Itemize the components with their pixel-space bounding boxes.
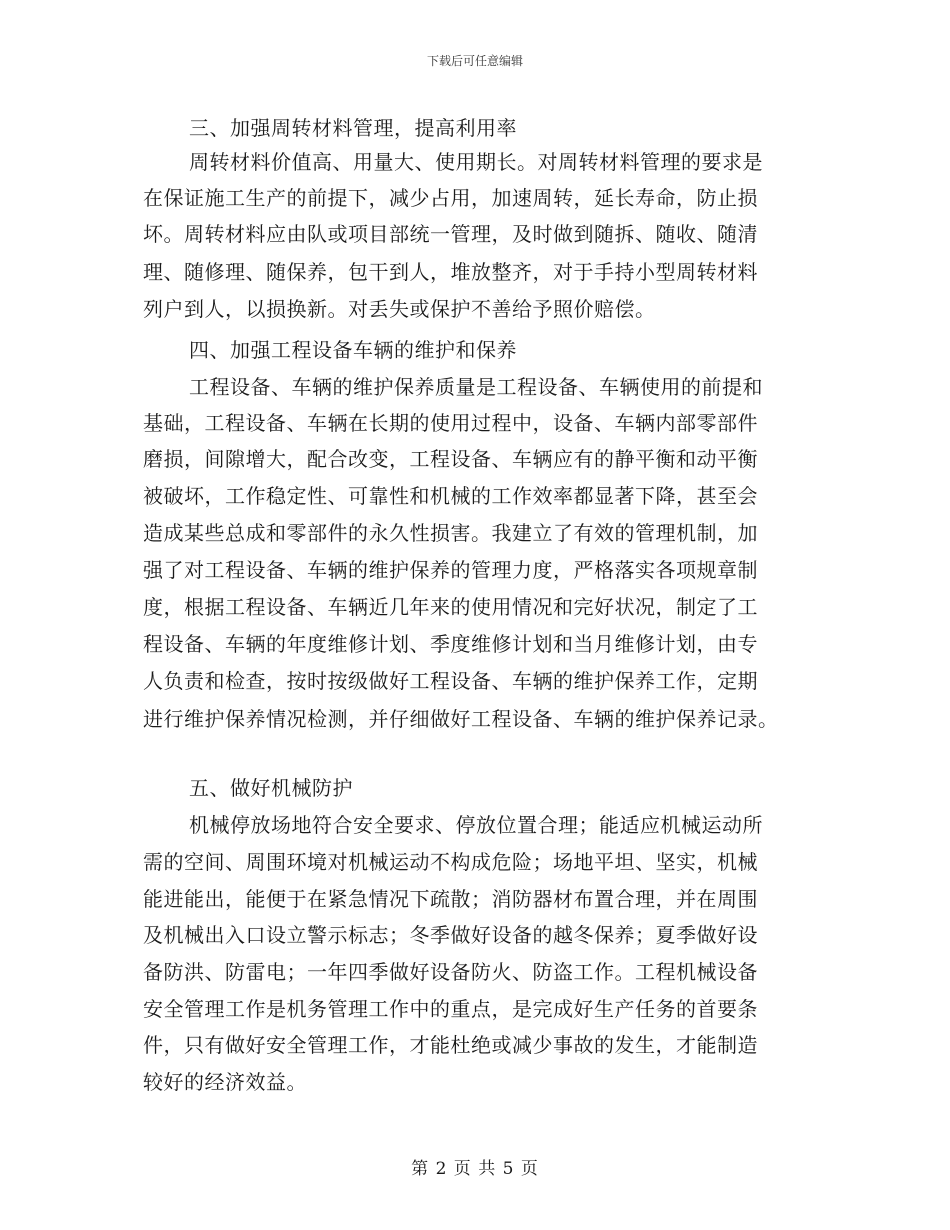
paragraph-line: 基础，工程设备、车辆在长期的使用过程中，设备、车辆内部零部件 <box>143 411 758 435</box>
paragraph-line: 机械停放场地符合安全要求、停放位置合理；能适应机械运动所 <box>189 813 763 837</box>
paragraph-line: 程设备、车辆的年度维修计划、季度维修计划和当月维修计划，由专 <box>143 632 758 656</box>
paragraph-line: 件，只有做好安全管理工作，才能杜绝或减少事故的发生，才能制造 <box>143 1033 758 1057</box>
section-title: 五、做好机械防护 <box>189 776 353 800</box>
paragraph-line: 需的空间、周围环境对机械运动不构成危险；场地平坦、坚实，机械 <box>143 850 758 874</box>
paragraph-line: 周转材料价值高、用量大、使用期长。对周转材料管理的要求是 <box>189 150 763 174</box>
paragraph-line: 造成某些总成和零部件的永久性损害。我建立了有效的管理机制，加 <box>143 521 758 545</box>
paragraph-line: 度，根据工程设备、车辆近几年来的使用情况和完好状况，制定了工 <box>143 595 758 619</box>
page-number: 第 2 页 共 5 页 <box>411 1159 539 1179</box>
section-title: 四、加强工程设备车辆的维护和保养 <box>189 338 517 362</box>
paragraph-line: 安全管理工作是机务管理工作中的重点，是完成好生产任务的首要条 <box>143 997 758 1021</box>
paragraph-line: 人负责和检查，按时按级做好工程设备、车辆的维护保养工作，定期 <box>143 669 758 693</box>
paragraph-line: 进行维护保养情况检测，并仔细做好工程设备、车辆的维护保养记录。 <box>143 707 779 731</box>
page-header: 下载后可任意编辑 <box>426 54 523 68</box>
paragraph-line: 备防洪、防雷电；一年四季做好设备防火、防盗工作。工程机械设备 <box>143 960 758 984</box>
paragraph-line: 工程设备、车辆的维护保养质量是工程设备、车辆使用的前提和 <box>189 375 763 399</box>
paragraph-line: 列户到人，以损换新。对丢失或保护不善给予照价赔偿。 <box>143 297 656 321</box>
section-title: 三、加强周转材料管理，提高利用率 <box>189 116 517 140</box>
paragraph-line: 被破坏，工作稳定性、可靠性和机械的工作效率都显著下降，甚至会 <box>143 484 758 508</box>
paragraph-line: 及机械出入口设立警示标志；冬季做好设备的越冬保养；夏季做好设 <box>143 923 758 947</box>
paragraph-line: 理、随修理、随保养，包干到人，堆放整齐，对于手持小型周转材料 <box>143 260 758 284</box>
paragraph-line: 在保证施工生产的前提下，减少占用，加速周转，延长寿命，防止损 <box>143 186 758 210</box>
paragraph-line: 磨损，间隙增大，配合改变，工程设备、车辆应有的静平衡和动平衡 <box>143 447 758 471</box>
paragraph-line: 坏。周转材料应由队或项目部统一管理，及时做到随拆、随收、随清 <box>143 222 758 246</box>
paragraph-line: 强了对工程设备、车辆的维护保养的管理力度，严格落实各项规章制 <box>143 558 758 582</box>
paragraph-line: 较好的经济效益。 <box>143 1070 307 1094</box>
paragraph-line: 能进能出，能便于在紧急情况下疏散；消防器材布置合理，并在周围 <box>143 887 758 911</box>
